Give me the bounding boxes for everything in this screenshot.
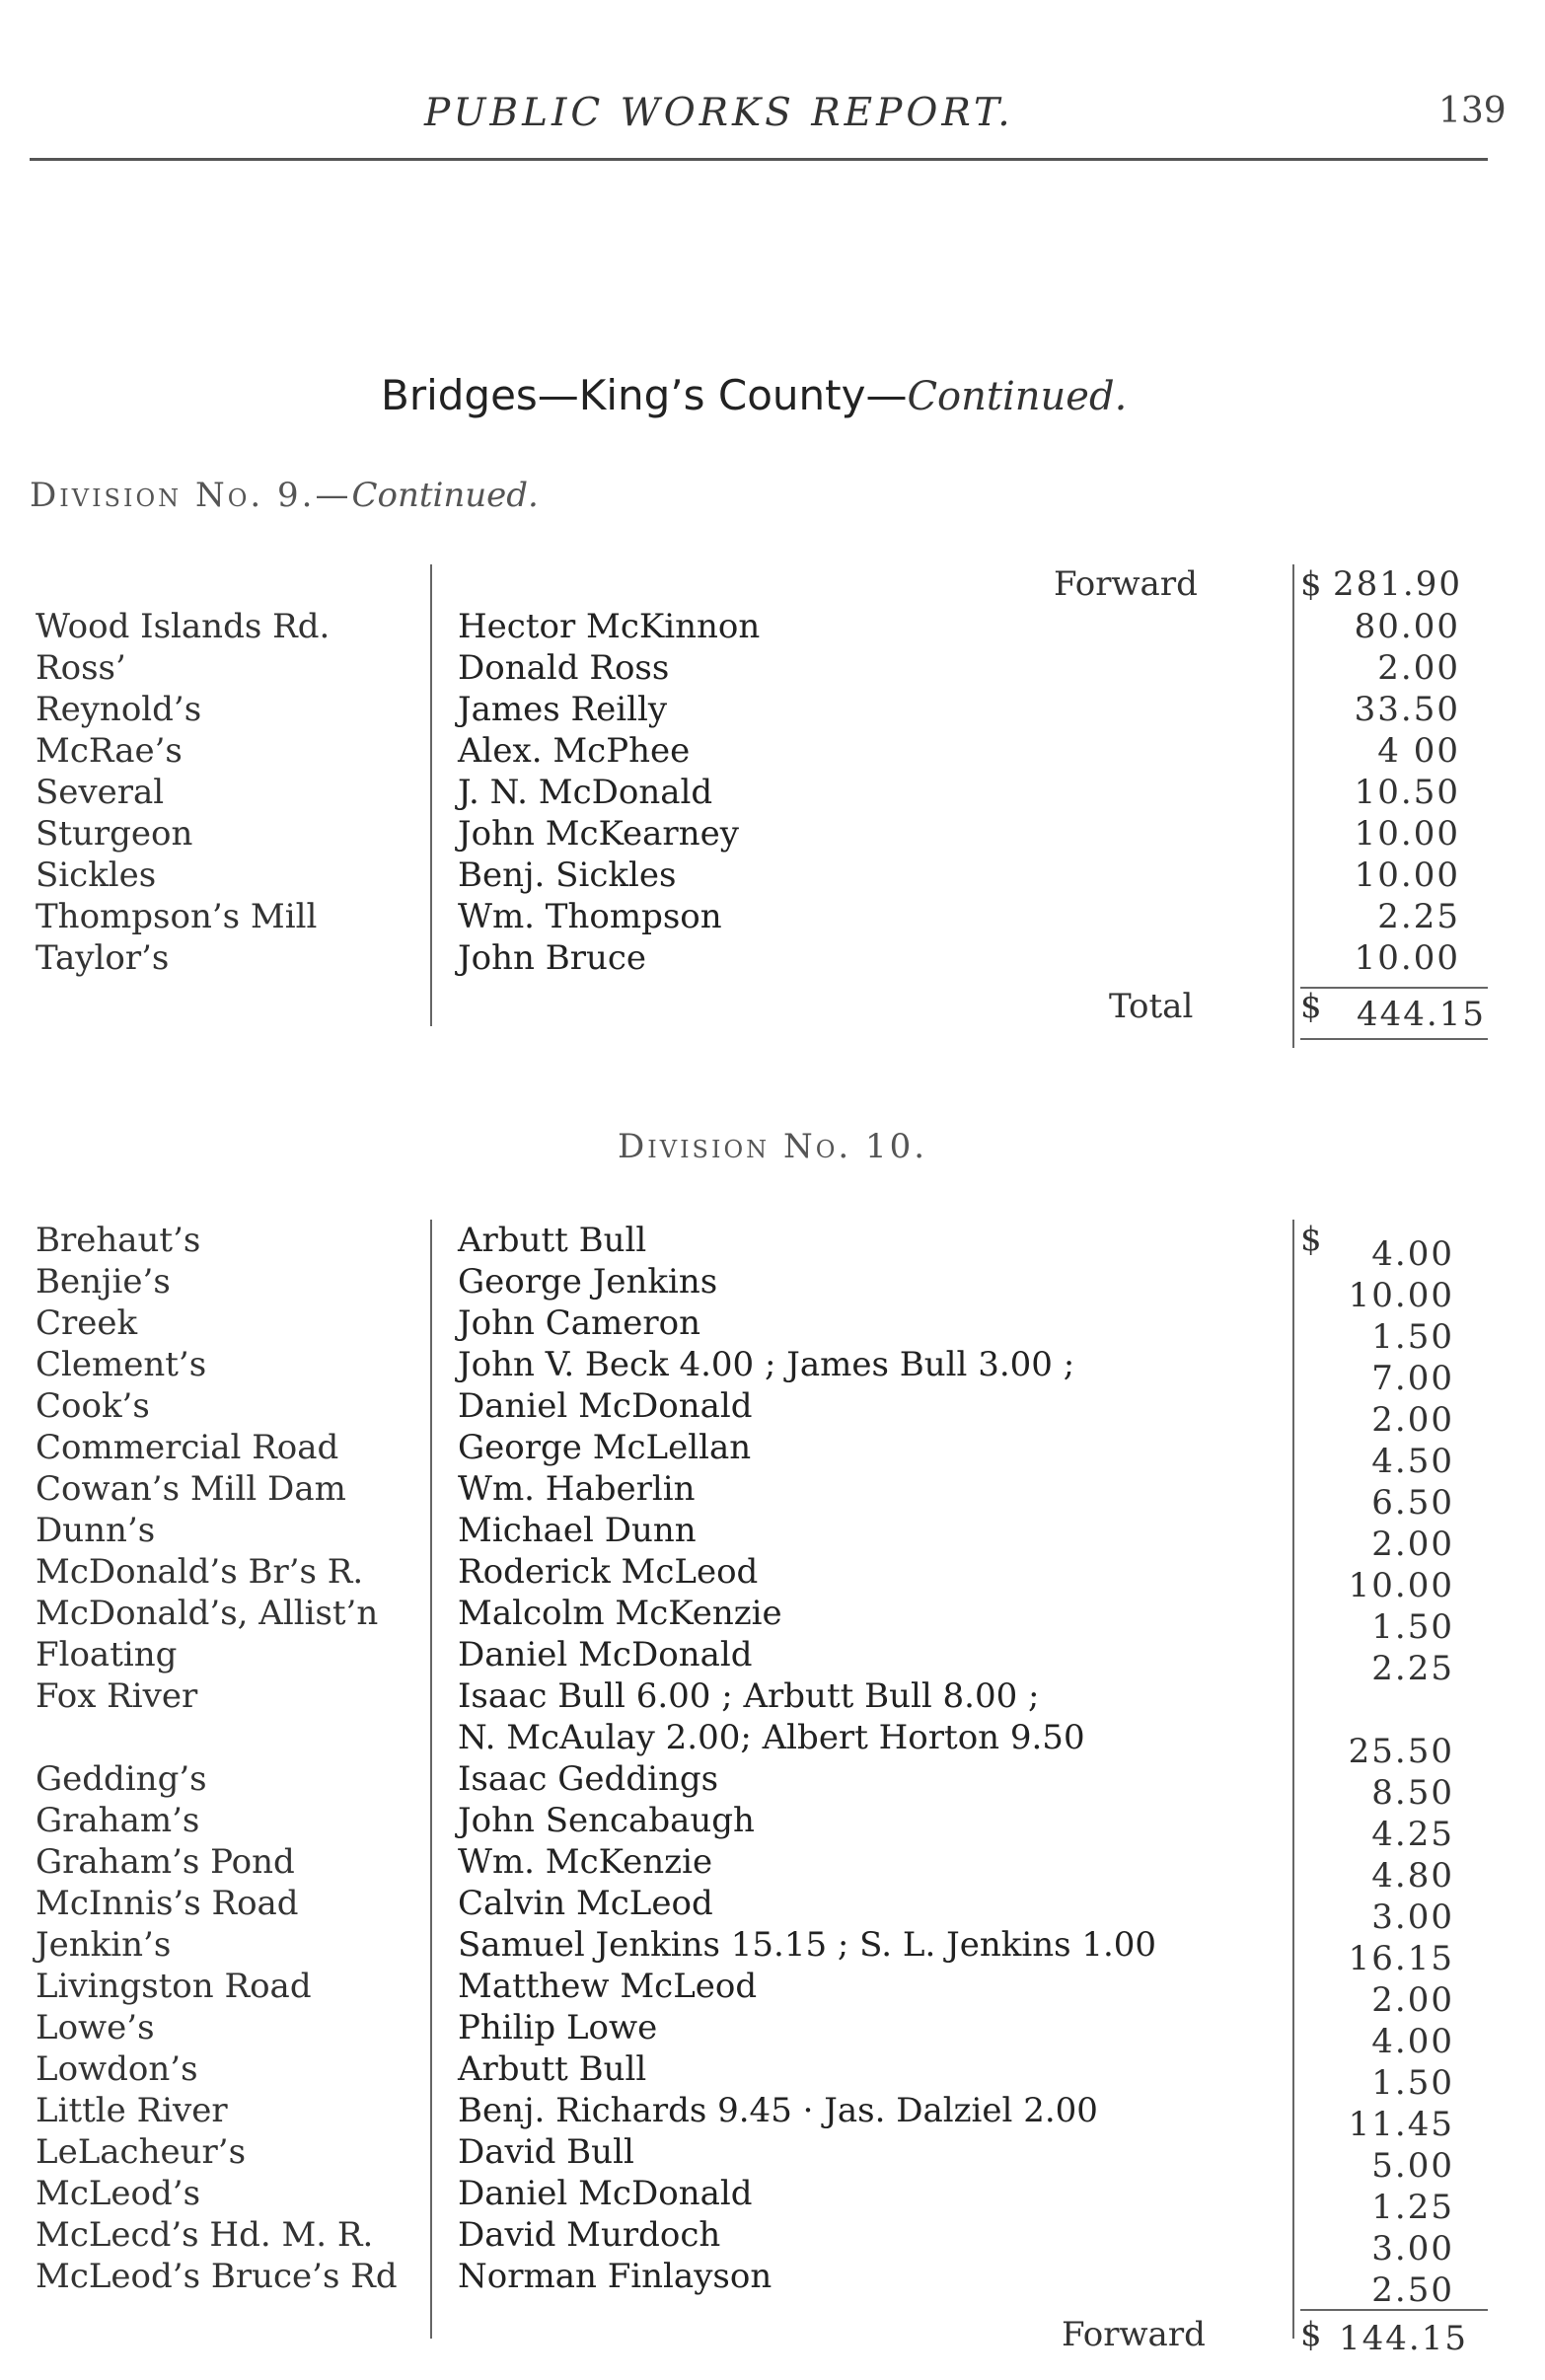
bridge-name: Ross’ [36,648,126,688]
division-10-row [0,1924,1545,1978]
payee-name: Philip Lowe [458,2008,658,2047]
division-9-forward-currency: $ [1300,564,1322,604]
division-10-row [0,1302,1545,1357]
division-10-row [0,1385,1545,1440]
division-10-sum-rule [1300,2309,1488,2311]
payee-name: Donald Ross [458,648,670,688]
payee-name: Arbutt Bull [458,2049,647,2089]
payee-name: Samuel Jenkins 15.15 ; S. L. Jenkins 1.00 [458,1925,1157,1965]
amount: 4.00 [1371,1234,1454,1274]
division-10-row [0,1634,1545,1688]
division-10-heading: Division No. 10. [618,1127,928,1166]
division-10-row [0,2007,1545,2061]
payee-name: Daniel McDonald [458,1635,753,1674]
section-title [381,371,1127,419]
division-9-total-amount: 444.15 [1357,995,1486,1034]
payee-name: J. N. McDonald [458,773,713,812]
payee-name: Benj. Richards 9.45 · Jas. Dalziel 2.00 [458,2091,1098,2130]
payee-name: Malcolm McKenzie [458,1594,782,1633]
amount: 4.50 [1371,1442,1454,1481]
division-9-row [0,647,1545,689]
division-9-row [0,855,1545,896]
amount: 16.15 [1348,1939,1454,1978]
division-10-row [0,1427,1545,1481]
division-10-forward-label: Forward [1062,2315,1206,2354]
amount: 25.50 [1348,1732,1454,1771]
payee-name: John Sencabaugh [458,1801,755,1840]
division-10-row [0,1510,1545,1564]
running-head [0,91,1545,140]
amount: 80.00 [1354,607,1460,646]
bridge-name: Benjie’s [36,1262,171,1302]
bridge-name: Lowe’s [36,2008,155,2047]
amount: 2.25 [1371,1649,1454,1688]
bridge-name: Lowdon’s [36,2049,198,2089]
division-9-total-currency: $ [1300,987,1322,1026]
division-9-total-label: Total [1109,987,1194,1026]
amount: 3.00 [1371,2229,1454,2268]
payee-name: Hector McKinnon [458,607,761,646]
division-10-row [0,1220,1545,1274]
page-number: 139 [1438,91,1507,131]
division-10-row [0,1468,1545,1523]
payee-name: Alex. McPhee [458,731,691,771]
payee-name: George McLellan [458,1428,752,1467]
bridge-name: Wood Islands Rd. [36,607,331,646]
bridge-name: Graham’s [36,1801,200,1840]
division-9-row [0,772,1545,813]
amount: 10.00 [1348,1276,1454,1315]
payee-name: Isaac Geddings [458,1759,719,1799]
division-10-row [0,2173,1545,2227]
division-10-forward-currency: $ [1300,2315,1322,2354]
amount: 2.00 [1371,1525,1454,1564]
bridge-name: Gedding’s [36,1759,207,1799]
division-10-row [0,1966,1545,2020]
payee-name: Wm. Haberlin [458,1469,696,1509]
division-10-row [0,2256,1545,2310]
bridge-name: Brehaut’s [36,1221,201,1260]
bridge-name: McDonald’s Br’s R. [36,1552,364,1592]
division-9-heading-suffix: Continued. [351,476,539,515]
bridge-name: Clement’s [36,1345,207,1384]
running-title: PUBLIC WORKS REPORT. [424,91,1014,135]
amount: 6.50 [1371,1483,1454,1523]
bridge-name: LeLacheur’s [36,2132,247,2172]
amount: 4.00 [1371,2022,1454,2061]
division-10-currency: $ [1300,1220,1322,1259]
division-10-row [0,1841,1545,1896]
division-10-row [0,1551,1545,1605]
payee-name: Benj. Sickles [458,855,677,895]
bridge-name: Several [36,773,165,812]
division-10-row [0,2048,1545,2103]
division-10-row [0,1261,1545,1315]
payee-name: Wm. McKenzie [458,1842,713,1882]
bridge-name: Little River [36,2091,228,2130]
payee-name: Calvin McLeod [458,1884,713,1923]
bridge-name: Floating [36,1635,178,1674]
division-9-forward-amount: 281.90 [1333,564,1462,604]
bridge-name: Livingston Road [36,1967,312,2006]
division-9-heading [30,476,539,515]
amount: 33.50 [1354,690,1460,729]
division-10-row [0,1758,1545,1813]
bridge-name: Thompson’s Mill [36,897,318,936]
bridge-name: Creek [36,1303,138,1343]
payee-name: John V. Beck 4.00 ; James Bull 3.00 ; [458,1345,1075,1384]
division-9-row [0,937,1545,979]
bridge-name: Sickles [36,855,157,895]
amount: 1.50 [1371,2063,1454,2103]
payee-name: Isaac Bull 6.00 ; Arbutt Bull 8.00 ; [458,1676,1040,1716]
bridge-name: Sturgeon [36,814,193,854]
payee-name: Wm. Thompson [458,897,722,936]
division-9-row [0,606,1545,647]
division-9-forward-label: Forward [1054,564,1198,604]
amount: 2.25 [1377,897,1460,936]
bridge-name: Fox River [36,1676,198,1716]
bridge-name: McInnis’s Road [36,1884,299,1923]
division-9-sum-rule [1300,987,1488,989]
amount: 4 00 [1377,731,1460,771]
bridge-name: Jenkin’s [36,1925,172,1965]
payee-name: N. McAulay 2.00; Albert Horton 9.50 [458,1718,1085,1757]
division-10-row [0,1675,1545,1717]
payee-name: Daniel McDonald [458,1386,753,1426]
bridge-name: Taylor’s [36,938,170,978]
amount: 10.00 [1354,938,1460,978]
payee-name: Norman Finlayson [458,2257,772,2296]
amount: 2.00 [1371,1980,1454,2020]
amount: 3.00 [1371,1897,1454,1937]
division-10-row [0,1593,1545,1647]
division-10-row [0,1717,1545,1771]
division-10-row [0,1800,1545,1854]
amount: 1.50 [1371,1317,1454,1357]
amount: 7.00 [1371,1359,1454,1398]
division-9-row [0,896,1545,937]
bridge-name: Reynold’s [36,690,202,729]
bridge-name: Dunn’s [36,1511,156,1550]
header-rule [30,158,1488,161]
division-9-heading-text: Division No. 9.— [30,476,352,515]
amount: 1.50 [1371,1607,1454,1647]
payee-name: Roderick McLeod [458,1552,759,1592]
payee-name: James Reilly [458,690,668,729]
division-9-row [0,813,1545,855]
payee-name: John Cameron [458,1303,700,1343]
section-title-text: Bridges—King’s County— [381,371,908,419]
payee-name: John McKearney [458,814,739,854]
bridge-name: Commercial Road [36,1428,339,1467]
amount: 2.00 [1377,648,1460,688]
amount: 10.00 [1354,855,1460,895]
amount: 4.80 [1371,1856,1454,1896]
division-9-row [0,689,1545,730]
amount: 2.00 [1371,1400,1454,1440]
division-10-row [0,2090,1545,2144]
bridge-name: Graham’s Pond [36,1842,295,1882]
bridge-name: McDonald’s, Allist’n [36,1594,379,1633]
division-9-total-underline [1300,1038,1488,1040]
bridge-name: McRae’s [36,731,183,771]
payee-name: Daniel McDonald [458,2174,753,2213]
payee-name: George Jenkins [458,1262,718,1302]
bridge-name: McLecd’s Hd. M. R. [36,2215,374,2255]
payee-name: Matthew McLeod [458,1967,758,2006]
payee-name: Michael Dunn [458,1511,697,1550]
amount: 11.45 [1348,2105,1454,2144]
amount: 8.50 [1371,1773,1454,1813]
payee-name: Arbutt Bull [458,1221,647,1260]
amount: 2.50 [1371,2270,1454,2310]
amount: 10.50 [1354,773,1460,812]
amount: 10.00 [1354,814,1460,854]
amount: 5.00 [1371,2146,1454,2186]
division-10-row [0,1344,1545,1398]
payee-name: David Murdoch [458,2215,721,2255]
bridge-name: McLeod’s Bruce’s Rd [36,2257,398,2296]
amount: 4.25 [1371,1815,1454,1854]
bridge-name: McLeod’s [36,2174,201,2213]
payee-name: John Bruce [458,938,647,978]
division-10-row [0,2131,1545,2186]
division-10-forward-amount: 144.15 [1339,2319,1468,2358]
payee-name: David Bull [458,2132,634,2172]
amount: 10.00 [1348,1566,1454,1605]
bridge-name: Cook’s [36,1386,150,1426]
bridge-name: Cowan’s Mill Dam [36,1469,346,1509]
section-title-suffix: Continued. [907,374,1128,419]
amount: 1.25 [1371,2188,1454,2227]
division-10-row [0,1883,1545,1937]
division-9-row [0,730,1545,772]
division-10-row [0,2214,1545,2268]
